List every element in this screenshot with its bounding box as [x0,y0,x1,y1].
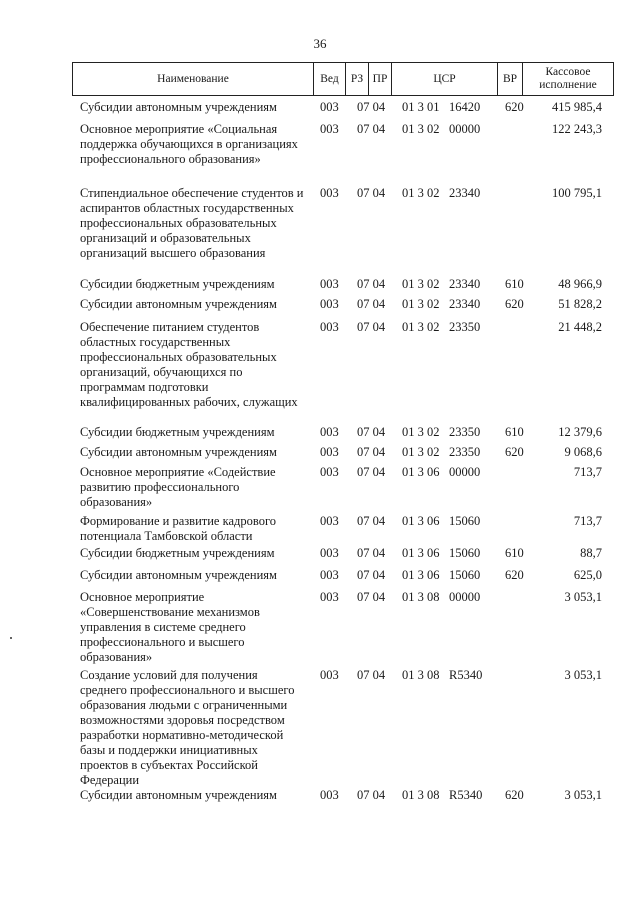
margin-mark [10,637,12,639]
row-name: Основное мероприятие «Содействие развитию профессионального образования» [80,465,276,509]
row-rz-pr: 07 04 [357,445,386,459]
row-name: Формирование и развитие кадрового потенциала Тамбовской области [80,514,277,543]
row-csr-code: 00000 [449,465,481,479]
row-csr-program: 01 3 06 [402,514,440,528]
row-sum: 713,7 [573,514,602,528]
row-name: Основное мероприятие «Социальная поддержка обучающихся в организациях профессионального образования» [80,122,298,166]
row-sum: 12 379,6 [558,425,602,439]
page-number: 36 [313,36,327,51]
table-header [72,62,614,96]
row-csr-code: 23340 [449,186,481,200]
row-sum: 415 985,4 [552,100,602,114]
row-rz-pr: 07 04 [357,788,386,802]
row-name: Основное мероприятие «Совершенствование механизмов управления в системе среднего профессионального и высшего образования» [80,590,260,664]
row-csr-program: 01 3 06 [402,546,440,560]
row-csr-code: 23350 [449,445,481,459]
row-rz-pr: 07 04 [357,546,386,560]
row-sum: 100 795,1 [552,186,602,200]
row-rz-pr: 07 04 [357,122,386,136]
row-rz-pr: 07 04 [357,668,386,682]
row-rz-pr: 07 04 [357,425,386,439]
row-sum: 88,7 [580,546,602,560]
row-csr-code: 23350 [449,425,481,439]
row-name: Субсидии бюджетным учреждениям [80,425,275,439]
row-csr-code: 23350 [449,320,481,334]
row-name: Субсидии бюджетным учреждениям [80,277,275,291]
row-rz-pr: 07 04 [357,100,386,114]
row-csr-program: 01 3 02 [402,186,440,200]
row-rz-pr: 07 04 [357,320,386,334]
row-ved: 003 [320,514,339,528]
row-csr-code: R5340 [449,668,483,682]
row-csr-program: 01 3 02 [402,320,440,334]
row-csr-program: 01 3 02 [402,425,440,439]
row-ved: 003 [320,122,339,136]
header-rz: РЗ [346,63,369,95]
row-vr: 620 [505,788,524,802]
row-csr-code: 15060 [449,546,481,560]
row-name: Стипендиальное обеспечение студентов и аспирантов областных государственных профессиональных образовательных организаций и образовательных организаций высшего образования [80,186,304,260]
row-sum: 3 053,1 [564,668,602,682]
row-sum: 625,0 [573,568,602,582]
row-ved: 003 [320,788,339,802]
row-ved: 003 [320,186,339,200]
row-sum: 713,7 [573,465,602,479]
row-sum: 9 068,6 [564,445,602,459]
row-rz-pr: 07 04 [357,297,386,311]
row-sum: 3 053,1 [564,788,602,802]
row-rz-pr: 07 04 [357,568,386,582]
row-rz-pr: 07 04 [357,186,386,200]
row-csr-code: 15060 [449,568,481,582]
row-rz-pr: 07 04 [357,465,386,479]
header-sum: Кассовое исполнение [539,66,597,91]
row-ved: 003 [320,590,339,604]
row-name: Обеспечение питанием студентов областных государственных профессиональных образовательных организаций, обучающихся по программам подготовки квалифицированных рабочих, служащих [80,320,298,409]
row-csr-program: 01 3 02 [402,445,440,459]
row-ved: 003 [320,100,339,114]
row-name: Субсидии автономным учреждениям [80,568,277,582]
row-sum: 51 828,2 [558,297,602,311]
row-ved: 003 [320,445,339,459]
row-csr-code: 00000 [449,590,481,604]
row-ved: 003 [320,668,339,682]
row-csr-code: 00000 [449,122,481,136]
row-csr-code: 15060 [449,514,481,528]
row-ved: 003 [320,546,339,560]
row-vr: 610 [505,425,524,439]
header-name: Наименование [73,63,314,95]
row-csr-program: 01 3 06 [402,568,440,582]
row-csr-program: 01 3 06 [402,465,440,479]
row-sum: 122 243,3 [552,122,602,136]
row-ved: 003 [320,568,339,582]
header-ved: Вед [314,63,346,95]
row-vr: 620 [505,100,524,114]
row-sum: 3 053,1 [564,590,602,604]
row-rz-pr: 07 04 [357,590,386,604]
row-name: Субсидии бюджетным учреждениям [80,546,275,560]
row-name: Субсидии автономным учреждениям [80,788,277,802]
row-csr-program: 01 3 02 [402,297,440,311]
row-vr: 620 [505,445,524,459]
row-csr-program: 01 3 02 [402,122,440,136]
row-csr-program: 01 3 02 [402,277,440,291]
row-ved: 003 [320,277,339,291]
row-csr-code: R5340 [449,788,483,802]
row-name: Создание условий для получения среднего профессионального и высшего образования людьми с ограниченными возможностями здоровья посредством разработки нормативно-методической базы и поддержки инициативных проектов в субъектах Российской Федерации [80,668,295,787]
row-csr-program: 01 3 08 [402,668,440,682]
row-ved: 003 [320,297,339,311]
row-rz-pr: 07 04 [357,514,386,528]
row-name: Субсидии автономным учреждениям [80,297,277,311]
header-vr: ВР [498,63,523,95]
row-csr-program: 01 3 08 [402,590,440,604]
row-csr-code: 16420 [449,100,481,114]
row-vr: 610 [505,277,524,291]
row-csr-program: 01 3 01 [402,100,440,114]
row-sum: 48 966,9 [558,277,602,291]
row-ved: 003 [320,425,339,439]
row-name: Субсидии автономным учреждениям [80,100,277,114]
row-vr: 620 [505,297,524,311]
row-vr: 610 [505,546,524,560]
row-rz-pr: 07 04 [357,277,386,291]
header-pr: ПР [369,63,392,95]
row-vr: 620 [505,568,524,582]
row-csr-code: 23340 [449,277,481,291]
row-name: Субсидии автономным учреждениям [80,445,277,459]
row-ved: 003 [320,465,339,479]
row-csr-code: 23340 [449,297,481,311]
row-sum: 21 448,2 [558,320,602,334]
row-ved: 003 [320,320,339,334]
header-csr: ЦСР [392,63,498,95]
row-csr-program: 01 3 08 [402,788,440,802]
